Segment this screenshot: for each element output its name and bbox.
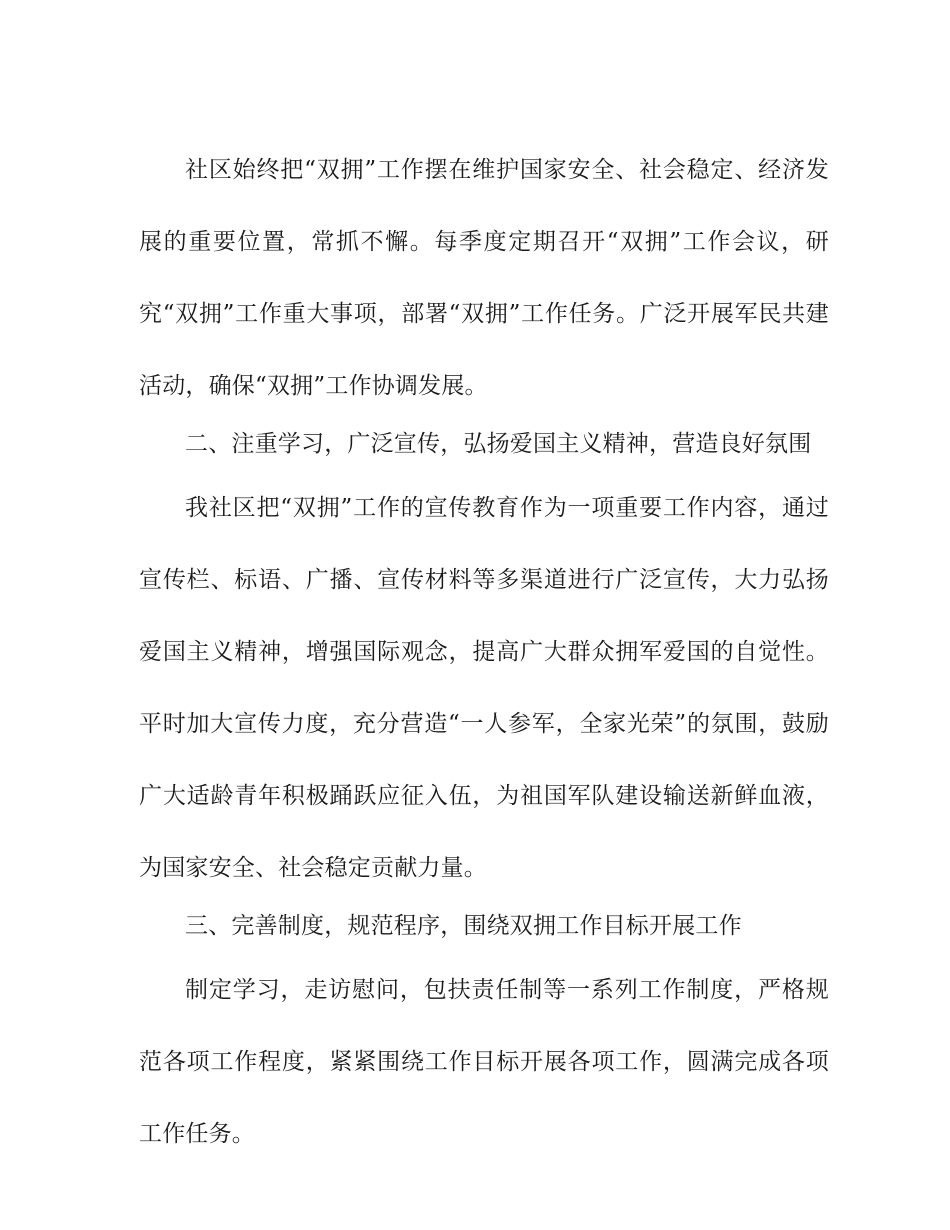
paragraph-work-systems: 制定学习，走访慰问，包扶责任制等一系列工作制度，严格规范各项工作程度，紧紧围绕工作目标开展各项工作，圆满完成各项工作任务。 — [139, 977, 829, 1147]
paragraph-double-support-importance: 社区始终把“双拥”工作摆在维护国家安全、社会稳定、经济发展的重要位置，常抓不懈。每季度定期召开“双拥”工作会议，研究“双拥”工作重大事项，部署“双拥”工作任务。广泛开展军民共建活动，确保“双拥”工作协调发展。 — [139, 157, 829, 399]
section-heading-systems: 三、完善制度，规范程序，围绕双拥工作目标开展工作 — [185, 913, 742, 939]
section-heading-publicity: 二、注重学习，广泛宣传，弘扬爱国主义精神，营造良好氛围 — [185, 431, 812, 457]
document-body — [139, 134, 829, 1170]
paragraph-publicity-education: 我社区把“双拥”工作的宣传教育作为一项重要工作内容，通过宣传栏、标语、广播、宣传材料等多渠道进行广泛宣传，大力弘扬爱国主义精神，增强国际观念，提高广大群众拥军爱国的自觉性。平时加大宣传力度，充分营造“一人参军，全家光荣”的氛围，鼓励广大适龄青年积极踊跃应征入伍，为祖国军队建设输送新鲜血液，为国家安全、社会稳定贡献力量。 — [139, 495, 829, 881]
